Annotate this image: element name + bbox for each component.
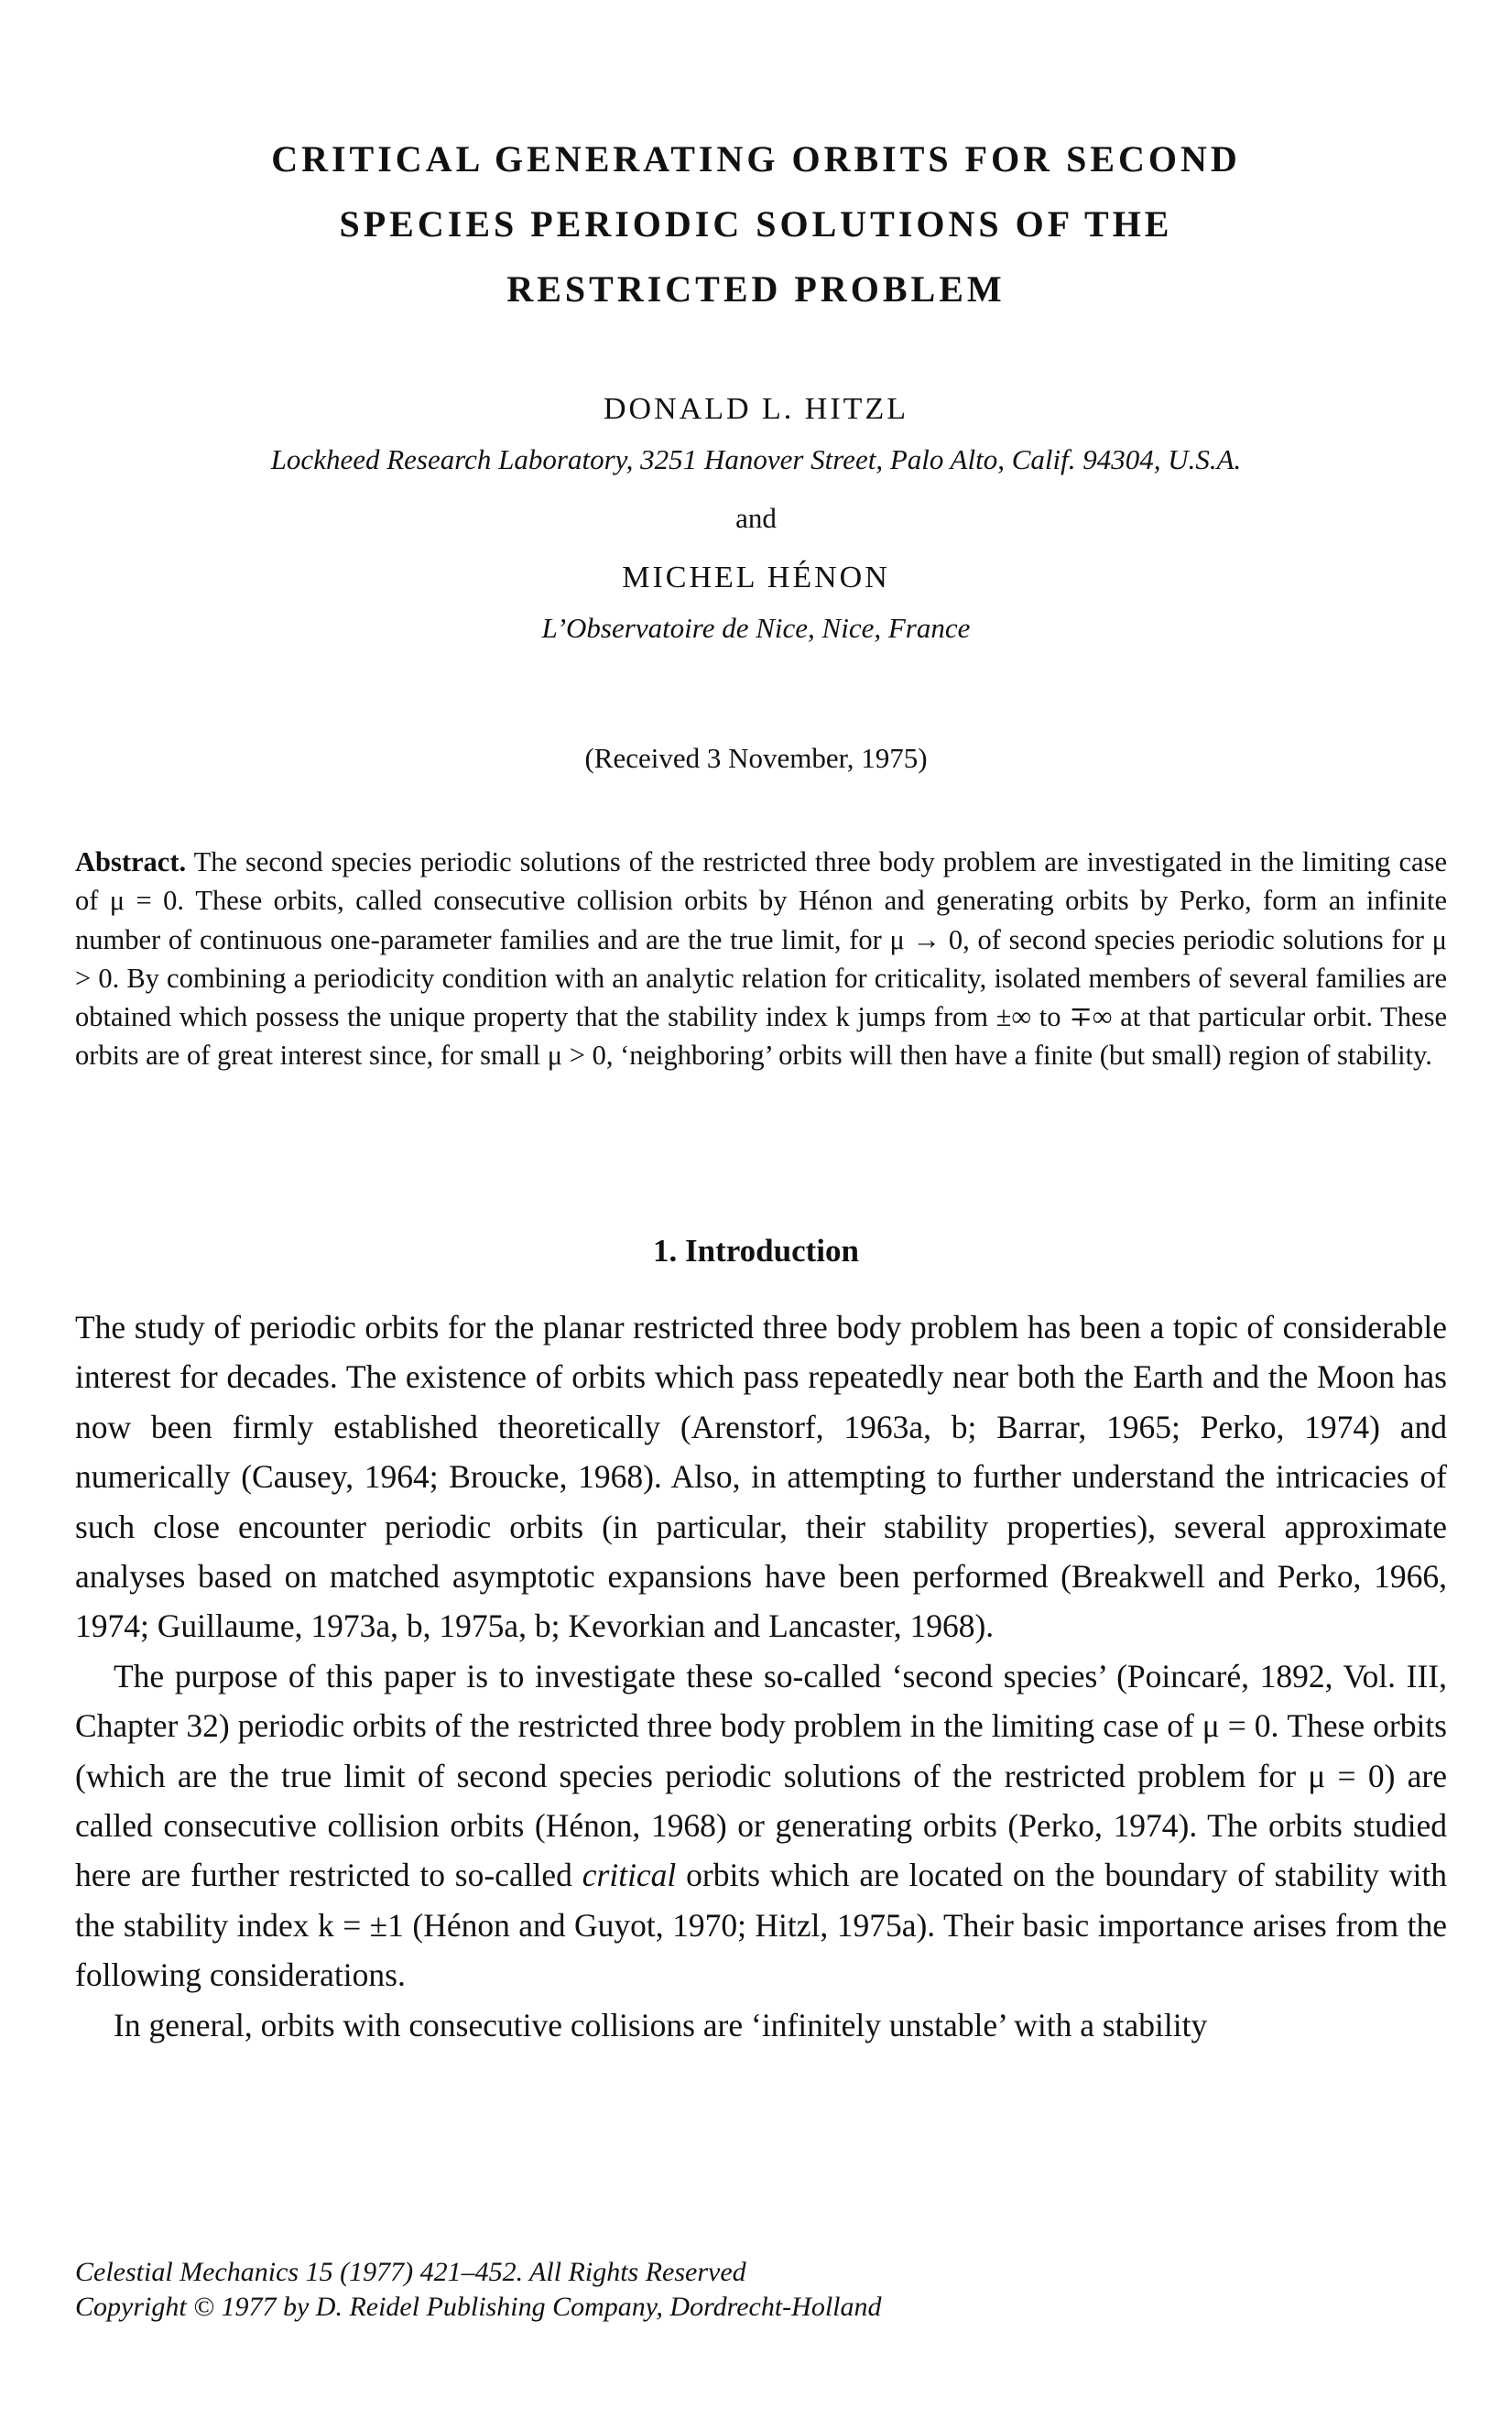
section-body [75,1302,1447,2050]
author-affiliation-1: Lockheed Research Laboratory, 3251 Hanover Street, Palo Alto, Calif. 94304, U.S.A. [270,443,1242,475]
abstract [75,843,1447,1075]
paragraph-2 [75,1651,1447,2000]
paragraph-2-text-b: orbits which are located on the boundary of stability with the stability index k = ±1 (Hénon and Guyot, 1970; Hitzl, 1975a). Their basic importance arises from the following considerations. [75,1857,1447,1994]
section-heading: 1. Introduction [653,1233,859,1269]
paragraph-3: In general, orbits with consecutive collisions are ‘infinitely unstable’ with a stability [114,2006,1208,2043]
received-date: (Received 3 November, 1975) [584,742,928,774]
title-line-3: RESTRICTED PROBLEM [506,268,1006,310]
journal-footer [75,2255,1174,2325]
title-line-1: CRITICAL GENERATING ORBITS FOR SECOND [271,138,1241,180]
author-name-1: DONALD L. HITZL [604,392,908,426]
author-name-2: MICHEL HÉNON [622,561,890,594]
paper-title [137,126,1375,321]
footer-citation: Celestial Mechanics 15 (1977) 421–452. All Rights Reserved [75,2257,746,2287]
abstract-label: Abstract. [75,846,187,877]
abstract-text: The second species periodic solutions of the restricted three body problem are investigated in the limiting case of μ = 0. These orbits, called consecutive collision orbits by Hénon and generating orbits by Perko, form an infinite number of continuous one-parameter families and are the true limit, for μ → 0, of second species periodic solutions for μ > 0. By combining a periodicity condition with an analytic relation for criticality, isolated members of several families are obtained which possess the unique property that the stability index k jumps from ±∞ to ∓∞ at that particular orbit. These orbits are of great interest since, for small μ > 0, ‘neighboring’ orbits will then have a finite (but small) region of stability. [75,846,1447,1072]
title-line-2: SPECIES PERIODIC SOLUTIONS OF THE [339,203,1173,245]
paragraph-2-text-a: The purpose of this paper is to investigate these so-called ‘second species’ (Poincaré, 1892, Vol. III, Chapter 32) periodic orbits of the restricted three body problem in the limiting case of μ = 0. These orbits (which are the true limit of second species periodic solutions of the restricted problem for μ = 0) are called consecutive collision orbits (Hénon, 1968) or generating orbits (Perko, 1974). The orbits studied here are further restricted to so-called [75,1657,1447,1894]
author-affiliation-2: L’Observatoire de Nice, Nice, France [541,612,971,644]
paragraph-2-emphasis: critical [582,1857,677,1894]
footer-copyright: Copyright © 1977 by D. Reidel Publishing Company, Dordrecht-Holland [75,2292,882,2322]
author-conjunction: and [735,502,777,534]
paragraph-1: The study of periodic orbits for the planar restricted three body problem has been a topic of considerable interest for decades. The existence of orbits which pass repeatedly near both the Earth and the Moon has now been firmly established theoretically (Arenstorf, 1963a, b; Barrar, 1965; Perko, 1974) and numerically (Causey, 1964; Broucke, 1968). Also, in attempting to further understand the intricacies of such close encounter periodic orbits (in particular, their stability properties), several approximate analyses based on matched asymptotic expansions have been performed (Breakwell and Perko, 1966, 1974; Guillaume, 1973a, b, 1975a, b; Kevorkian and Lancaster, 1968). [75,1309,1447,1645]
